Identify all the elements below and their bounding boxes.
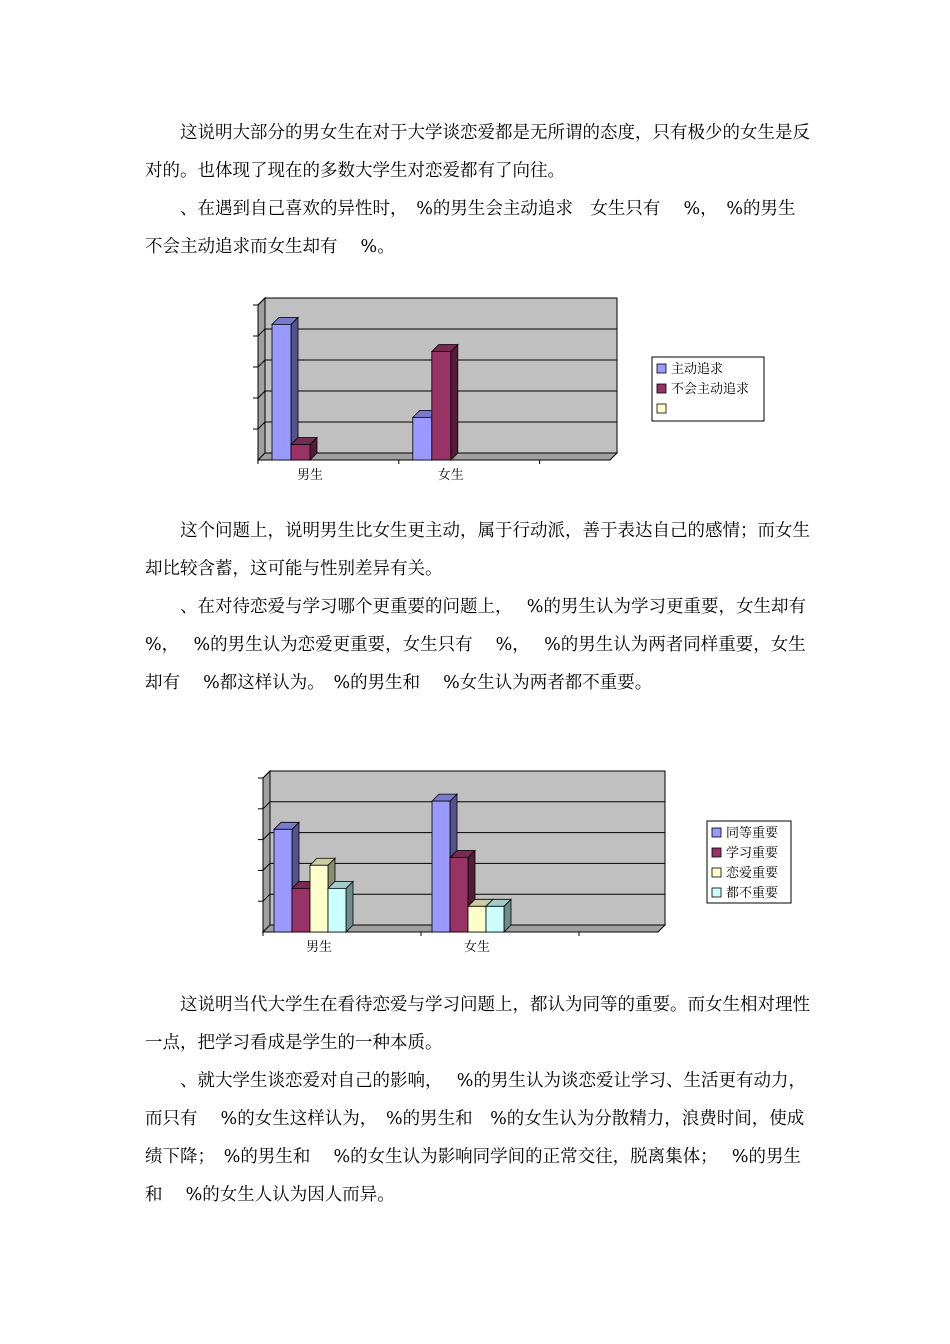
bar-恋爱重要-男生 xyxy=(310,865,328,932)
paragraph-2: 、在遇到自己喜欢的异性时， %的男生会主动追求 女生只有 %， %的男生不会主动追求而女生却有 %。 xyxy=(145,199,796,257)
bar-学习重要-男生 xyxy=(292,888,310,932)
bar-都不重要-女生 xyxy=(486,906,504,932)
category-label: 女生 xyxy=(463,940,491,955)
legend-swatch xyxy=(712,828,721,837)
paragraph-5: 这说明当代大学生在看待恋爱与学习问题上，都认为同等的重要。而女生相对理性一点，把学习看成是学生的一种本质。 xyxy=(145,995,810,1053)
bar-不会主动追求-女生 xyxy=(432,352,451,461)
bar-同等重要-女生 xyxy=(432,801,450,932)
paragraph-4: 、在对待恋爱与学习哪个更重要的问题上， %的男生认为学习更重要，女生却有 %， %的男生认为恋爱更重要，女生只有 %， %的男生认为两者同样重要，女生却有 %都这样认为。 %的男生和 %女生认为两者都不重要。 xyxy=(145,597,830,693)
chart-2 xyxy=(255,768,795,960)
category-label: 男生 xyxy=(305,940,333,955)
legend-swatch xyxy=(712,848,721,857)
chart-1-svg xyxy=(250,295,770,487)
legend-label: 同等重要 xyxy=(726,826,779,841)
legend-label: 都不重要 xyxy=(726,886,779,901)
bar-同等重要-男生 xyxy=(274,829,292,932)
category-label: 女生 xyxy=(437,468,464,483)
legend-swatch xyxy=(657,404,666,413)
legend-swatch xyxy=(712,888,721,897)
category-label: 男生 xyxy=(296,468,324,483)
bar-不会主动追求-女生-side xyxy=(451,345,458,461)
chart-2-svg xyxy=(255,768,795,960)
bar-恋爱重要-女生 xyxy=(468,906,486,932)
bar-都不重要-男生-side xyxy=(346,881,353,932)
chart-1 xyxy=(250,295,770,487)
bar-主动追求-男生 xyxy=(272,324,291,460)
bar-学习重要-女生 xyxy=(450,858,468,932)
paragraph-3: 这个问题上，说明男生比女生更主动，属于行动派，善于表达自己的感情；而女生却比较含蓄，这可能与性别差异有关。 xyxy=(145,521,810,579)
legend-label: 恋爱重要 xyxy=(726,866,779,881)
plot-side-wall xyxy=(263,771,270,932)
legend-label: 学习重要 xyxy=(726,846,779,861)
bar-都不重要-男生 xyxy=(328,888,346,932)
legend-label: 不会主动追求 xyxy=(671,382,750,397)
paragraph-6: 、就大学生谈恋爱对自己的影响， %的男生认为谈恋爱让学习、生活更有动力，而只有 %的女生这样认为， %的男生和 %的女生认为分散精力，浪费时间，使成绩下降； %的男生和 %的女生认为影响同学间的正常交往，脱离集体； %的男生和 %的女生人认为因人而异。 xyxy=(145,1071,806,1205)
plot-side-wall xyxy=(258,298,265,460)
legend-swatch xyxy=(657,384,666,393)
legend xyxy=(707,821,791,903)
bar-不会主动追求-男生 xyxy=(291,445,310,461)
legend-swatch xyxy=(712,868,721,877)
paragraph-1: 这说明大部分的男女生在对于大学谈恋爱都是无所谓的态度，只有极少的女生是反对的。也体现了现在的多数大学生对恋爱都有了向往。 xyxy=(145,123,810,181)
legend-label: 主动追求 xyxy=(671,362,724,377)
bar-主动追求-女生 xyxy=(413,417,432,460)
legend-swatch xyxy=(657,364,666,373)
legend xyxy=(652,357,764,421)
